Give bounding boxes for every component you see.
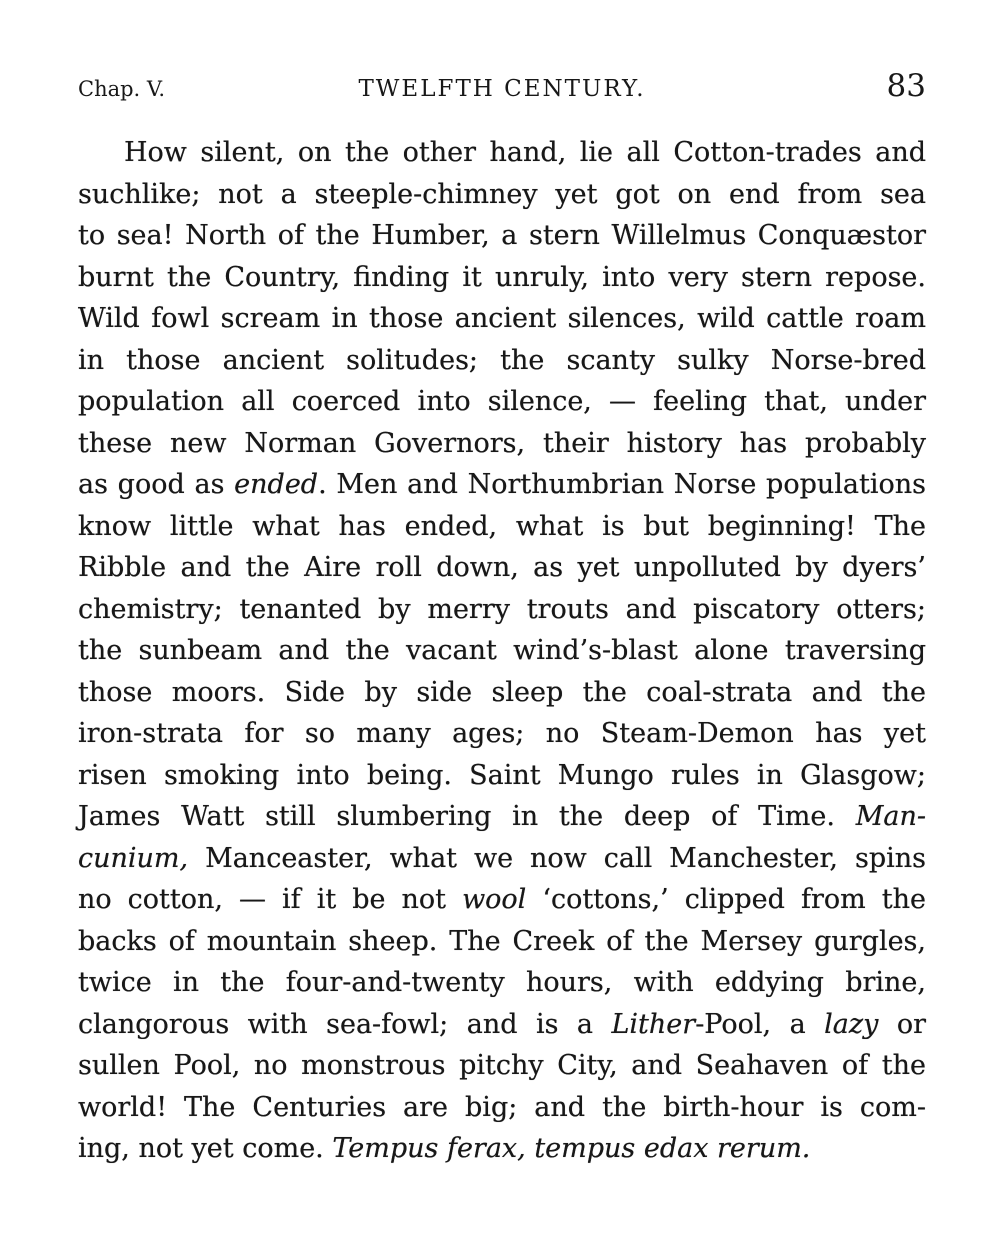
text-segment: backs of mountain sheep. The Creek of the Mersey gurgles, <box>78 925 926 957</box>
text-line <box>78 423 926 465</box>
text-line <box>78 1087 926 1129</box>
text-segment: twice in the four-and-twenty hours, with eddying brine, <box>78 967 926 998</box>
text-segment: sullen Pool, no monstrous pitchy City, and Seahaven of the <box>78 1050 926 1081</box>
text-segment: How silent, on the other hand, lie all Cotton-trades and <box>124 137 926 168</box>
text-line <box>78 132 926 174</box>
text-segment: Wild fowl scream in those ancient silences, wild cattle roam <box>78 303 926 334</box>
text-segment: to sea! North of the Humber, a stern Willelmus Conquæstor <box>78 220 926 251</box>
text-segment: clangorous with sea-fowl; and is a <box>78 1008 612 1040</box>
italic-text-segment: wool <box>462 884 527 915</box>
text-segment: in those ancient solitudes; the scanty sulky Norse-bred <box>78 344 926 376</box>
body-text <box>78 132 926 1170</box>
italic-text-segment: Lither <box>611 1008 696 1040</box>
italic-text-segment: Man- <box>855 801 926 832</box>
text-line <box>78 340 926 382</box>
text-line <box>78 381 926 423</box>
text-segment: the sunbeam and the vacant wind’s-blast alone traversing <box>78 635 926 666</box>
text-line <box>78 838 926 880</box>
text-segment: burnt the Country, finding it unruly, into very stern repose. <box>78 261 926 293</box>
text-segment: . Men and Northumbrian Norse populations <box>318 469 926 500</box>
text-segment: suchlike; not a steeple-chimney yet got on end from sea <box>78 178 926 210</box>
text-line <box>78 672 926 714</box>
text-segment: chemistry; tenanted by merry trouts and piscatory otters; <box>78 593 926 625</box>
text-line <box>78 755 926 797</box>
text-segment: -Pool, a <box>695 1008 825 1040</box>
italic-text-segment: Tempus ferax, tempus edax rerum. <box>332 1133 811 1164</box>
text-line <box>78 713 926 755</box>
text-segment: Ribble and the Aire roll down, as yet unpolluted by dyers’ <box>78 552 926 583</box>
text-line <box>78 547 926 589</box>
text-line <box>78 879 926 921</box>
text-segment: ing, not yet come. <box>78 1133 333 1164</box>
text-segment: world! The Centuries are big; and the birth-hour is com- <box>78 1091 926 1123</box>
text-line <box>78 962 926 1004</box>
text-segment: those moors. Side by side sleep the coal-strata and the <box>78 676 926 708</box>
text-line <box>78 630 926 672</box>
page-header <box>78 68 926 104</box>
italic-text-segment: ended <box>234 469 319 500</box>
italic-text-segment: lazy <box>824 1008 879 1040</box>
text-segment: James Watt still slumbering in the deep of Time. <box>78 801 856 832</box>
text-line <box>78 1045 926 1087</box>
text-segment: Manceaster, what we now call Manchester, spins <box>188 842 926 874</box>
text-line <box>78 589 926 631</box>
text-line <box>78 464 926 506</box>
italic-text-segment: cunium, <box>78 842 189 874</box>
text-segment: population all coerced into silence, — feeling that, under <box>78 386 926 417</box>
text-line <box>78 1128 926 1170</box>
text-segment: as good as <box>78 469 235 500</box>
page-number: 83 <box>886 68 926 104</box>
chapter-label: Chap. V. <box>78 77 166 101</box>
text-line <box>78 215 926 257</box>
text-line <box>78 298 926 340</box>
text-segment: iron-strata for so many ages; no Steam-Demon has yet <box>78 718 926 749</box>
text-line <box>78 1004 926 1046</box>
text-segment: these new Norman Governors, their history has probably <box>78 427 926 459</box>
text-segment: or <box>878 1008 927 1040</box>
text-line <box>78 506 926 548</box>
text-line <box>78 174 926 216</box>
text-segment: know little what has ended, what is but beginning! The <box>78 510 926 542</box>
text-line <box>78 796 926 838</box>
text-line <box>78 921 926 963</box>
text-segment: risen smoking into being. Saint Mungo rules in Glasgow; <box>78 759 926 791</box>
text-segment: no cotton, — if it be not <box>78 884 463 915</box>
text-segment: ‘cottons,’ clipped from the <box>526 884 926 915</box>
running-title: TWELFTH CENTURY. <box>358 76 646 102</box>
text-line <box>78 257 926 299</box>
